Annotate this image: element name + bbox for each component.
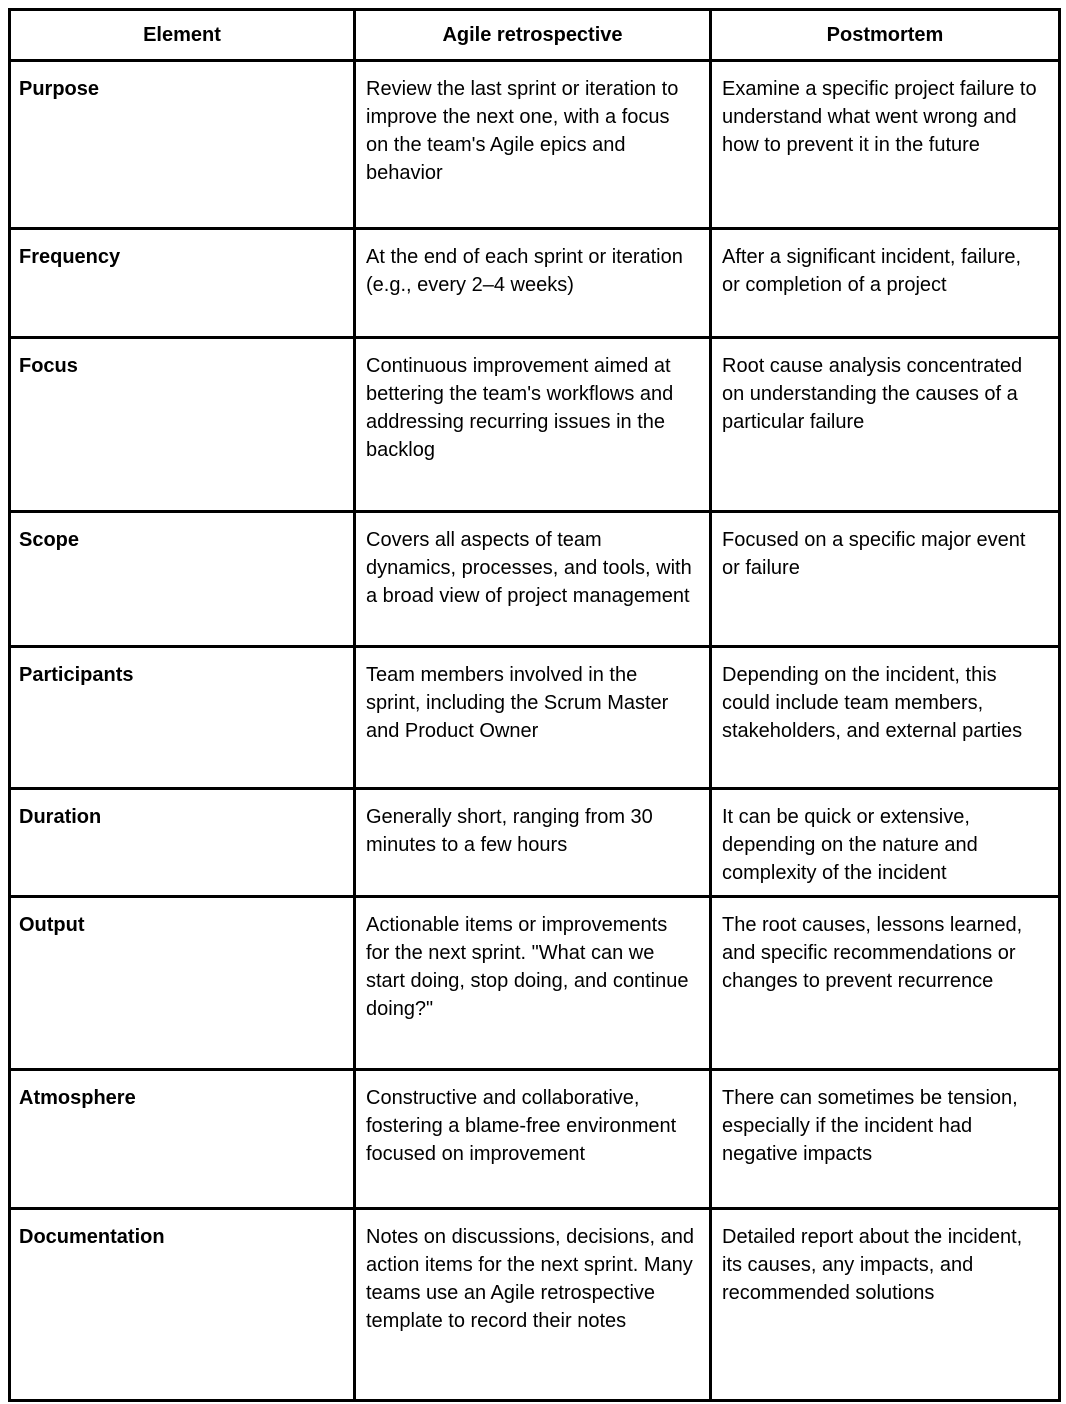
row-label-focus: Focus xyxy=(10,338,355,512)
cell-documentation-agile: Notes on discussions, decisions, and action items for the next sprint. Many teams use an Agile retrospective template to record their notes xyxy=(355,1209,711,1401)
cell-output-postmortem: The root causes, lessons learned, and specific recommendations or changes to prevent recurrence xyxy=(711,897,1060,1070)
cell-output-agile: Actionable items or improvements for the next sprint. "What can we start doing, stop doing, and continue doing?" xyxy=(355,897,711,1070)
column-header-element: Element xyxy=(10,10,355,61)
cell-purpose-agile: Review the last sprint or iteration to improve the next one, with a focus on the team's Agile epics and behavior xyxy=(355,61,711,229)
table-row-scope xyxy=(10,512,1060,647)
cell-purpose-postmortem: Examine a specific project failure to understand what went wrong and how to prevent it in the future xyxy=(711,61,1060,229)
table-row-frequency xyxy=(10,229,1060,338)
cell-documentation-postmortem: Detailed report about the incident, its causes, any impacts, and recommended solutions xyxy=(711,1209,1060,1401)
table-row-documentation xyxy=(10,1209,1060,1401)
table-row-focus xyxy=(10,338,1060,512)
cell-atmosphere-postmortem: There can sometimes be tension, especially if the incident had negative impacts xyxy=(711,1070,1060,1209)
column-header-agile-retrospective: Agile retrospective xyxy=(355,10,711,61)
cell-duration-agile: Generally short, ranging from 30 minutes to a few hours xyxy=(355,789,711,897)
row-label-purpose: Purpose xyxy=(10,61,355,229)
comparison-table xyxy=(8,8,1061,1402)
cell-frequency-postmortem: After a significant incident, failure, or completion of a project xyxy=(711,229,1060,338)
cell-participants-postmortem: Depending on the incident, this could include team members, stakeholders, and external parties xyxy=(711,647,1060,789)
table-row-atmosphere xyxy=(10,1070,1060,1209)
table-row-duration xyxy=(10,789,1060,897)
table-row-participants xyxy=(10,647,1060,789)
row-label-scope: Scope xyxy=(10,512,355,647)
row-label-duration: Duration xyxy=(10,789,355,897)
cell-focus-agile: Continuous improvement aimed at bettering the team's workflows and addressing recurring issues in the backlog xyxy=(355,338,711,512)
cell-focus-postmortem: Root cause analysis concentrated on understanding the causes of a particular failure xyxy=(711,338,1060,512)
cell-duration-postmortem: It can be quick or extensive, depending on the nature and complexity of the incident xyxy=(711,789,1060,897)
cell-frequency-agile: At the end of each sprint or iteration (e.g., every 2–4 weeks) xyxy=(355,229,711,338)
header-row xyxy=(10,10,1060,61)
column-header-postmortem: Postmortem xyxy=(711,10,1060,61)
row-label-frequency: Frequency xyxy=(10,229,355,338)
cell-scope-agile: Covers all aspects of team dynamics, processes, and tools, with a broad view of project management xyxy=(355,512,711,647)
row-label-documentation: Documentation xyxy=(10,1209,355,1401)
cell-atmosphere-agile: Constructive and collaborative, fostering a blame-free environment focused on improvement xyxy=(355,1070,711,1209)
row-label-atmosphere: Atmosphere xyxy=(10,1070,355,1209)
cell-scope-postmortem: Focused on a specific major event or failure xyxy=(711,512,1060,647)
cell-participants-agile: Team members involved in the sprint, including the Scrum Master and Product Owner xyxy=(355,647,711,789)
table-row-output xyxy=(10,897,1060,1070)
table-row-purpose xyxy=(10,61,1060,229)
row-label-output: Output xyxy=(10,897,355,1070)
row-label-participants: Participants xyxy=(10,647,355,789)
